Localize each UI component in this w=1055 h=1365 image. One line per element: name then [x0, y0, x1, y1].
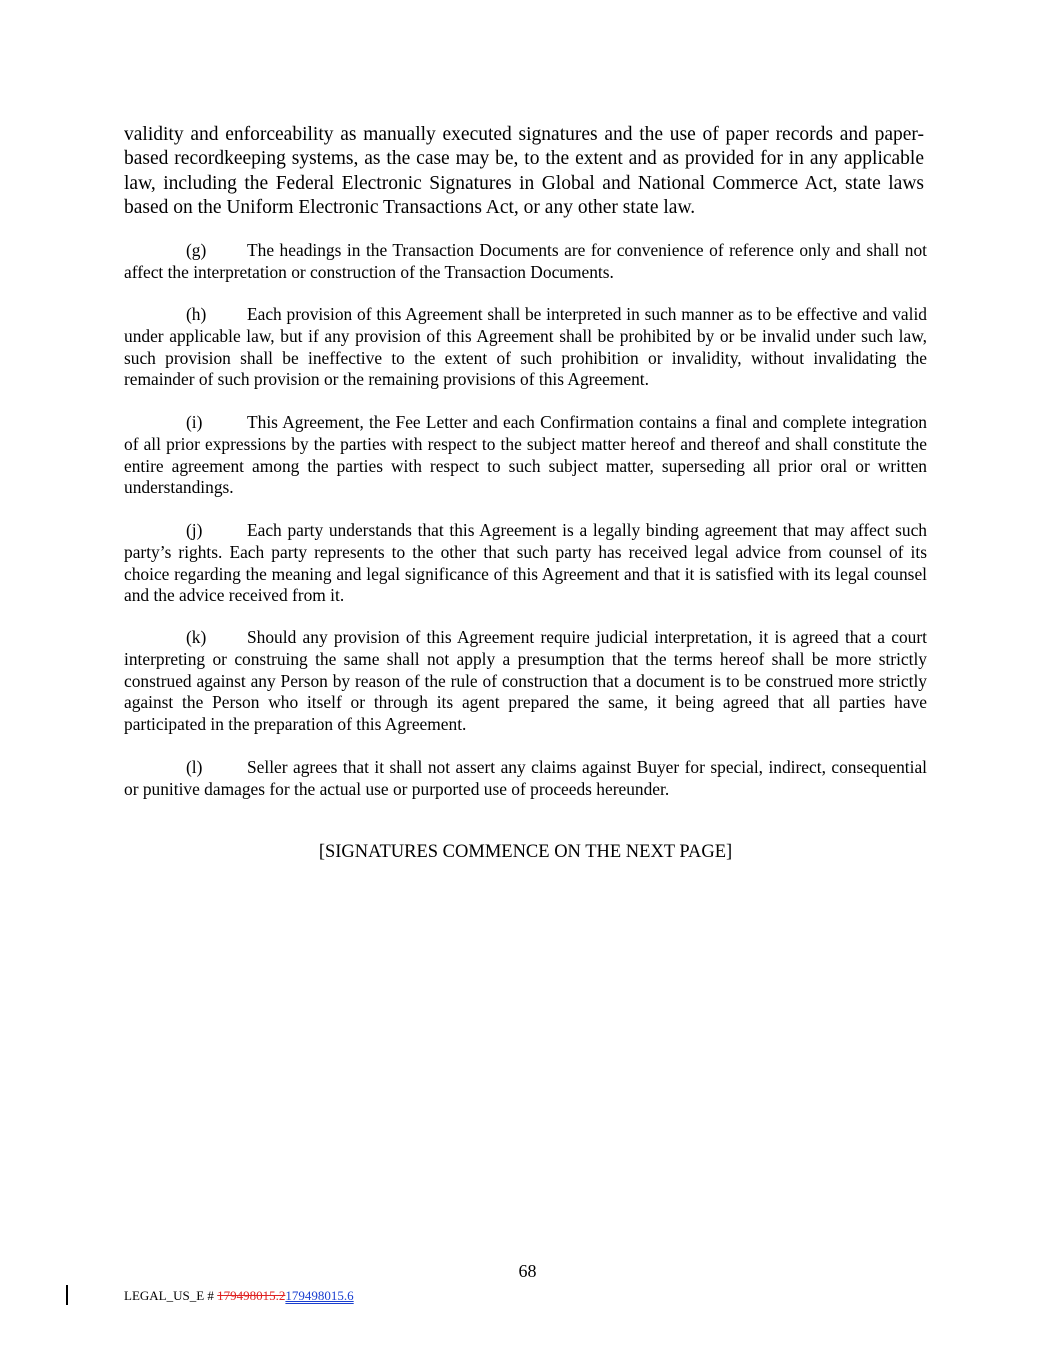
clause-k	[124, 627, 927, 736]
clause-g	[124, 240, 927, 284]
clause-text: This Agreement, the Fee Letter and each Confirmation contains a final and complete integration of all prior expressions by the parties with respect to the subject matter hereof and thereof and shall constitute the entire agreement among the parties with respect to such subject matter, superseding all prior oral or written understandings.	[124, 412, 927, 498]
clause-text: Should any provision of this Agreement require judicial interpretation, it is agreed that a court interpreting or construing the same shall not apply a presumption that the terms hereof shall be more strictly construed against any Person by reason of the rule of construction that a document is to be construed more strictly against the Person who itself or through its agent prepared the same, it being agreed that all parties have participated in the preparation of this Agreement.	[124, 627, 927, 735]
clause-label: (h)	[186, 304, 207, 324]
footer-inserted-id: 179498015.6	[285, 1288, 354, 1303]
clause-label: (k)	[186, 627, 207, 647]
clause-j	[124, 520, 927, 607]
clause-label: (i)	[186, 412, 203, 432]
clause-label: (g)	[186, 240, 207, 260]
clause-label: (j)	[186, 520, 203, 540]
footer-prefix: LEGAL_US_E #	[124, 1288, 218, 1303]
clause-h	[124, 304, 927, 391]
signatures-note: [SIGNATURES COMMENCE ON THE NEXT PAGE]	[318, 842, 733, 862]
clause-text: The headings in the Transaction Documents are for convenience of reference only and shall not affect the interpretation or construction of the Transaction Documents.	[124, 240, 927, 282]
clause-text: Each party understands that this Agreement is a legally binding agreement that may affect such party’s rights. Each party represents to the other that such party has received legal advice from counsel of its choice regarding the meaning and legal significance of this Agreement and that it is satisfied with its legal counsel and the advice received from it.	[124, 520, 927, 606]
clause-i	[124, 412, 927, 499]
clause-text: Seller agrees that it shall not assert any claims against Buyer for special, indirect, consequential or punitive damages for the actual use or purported use of proceeds hereunder.	[124, 757, 927, 799]
lead-paragraph: validity and enforceability as manually executed signatures and the use of paper records and paper-based recordkeeping systems, as the case may be, to the extent and as provided for in any applicable law, including the Federal Electronic Signatures in Global and National Commerce Act, state laws based on the Uniform Electronic Transactions Act, or any other state law.	[124, 124, 924, 218]
clause-text: Each provision of this Agreement shall be interpreted in such manner as to be effective and valid under applicable law, but if any provision of this Agreement shall be prohibited by or be invalid under such law, such provision shall be ineffective to the extent of such prohibition or invalidity, without invalidating the remainder of such provision or the remaining provisions of this Agreement.	[124, 304, 927, 390]
change-bar	[66, 1285, 68, 1305]
footer-deleted-id: 179498015.2	[217, 1288, 286, 1303]
page-number: 68	[518, 1261, 537, 1281]
clause-label: (l)	[186, 757, 203, 777]
clause-l	[124, 757, 927, 801]
footer-doc-id	[124, 1288, 354, 1304]
